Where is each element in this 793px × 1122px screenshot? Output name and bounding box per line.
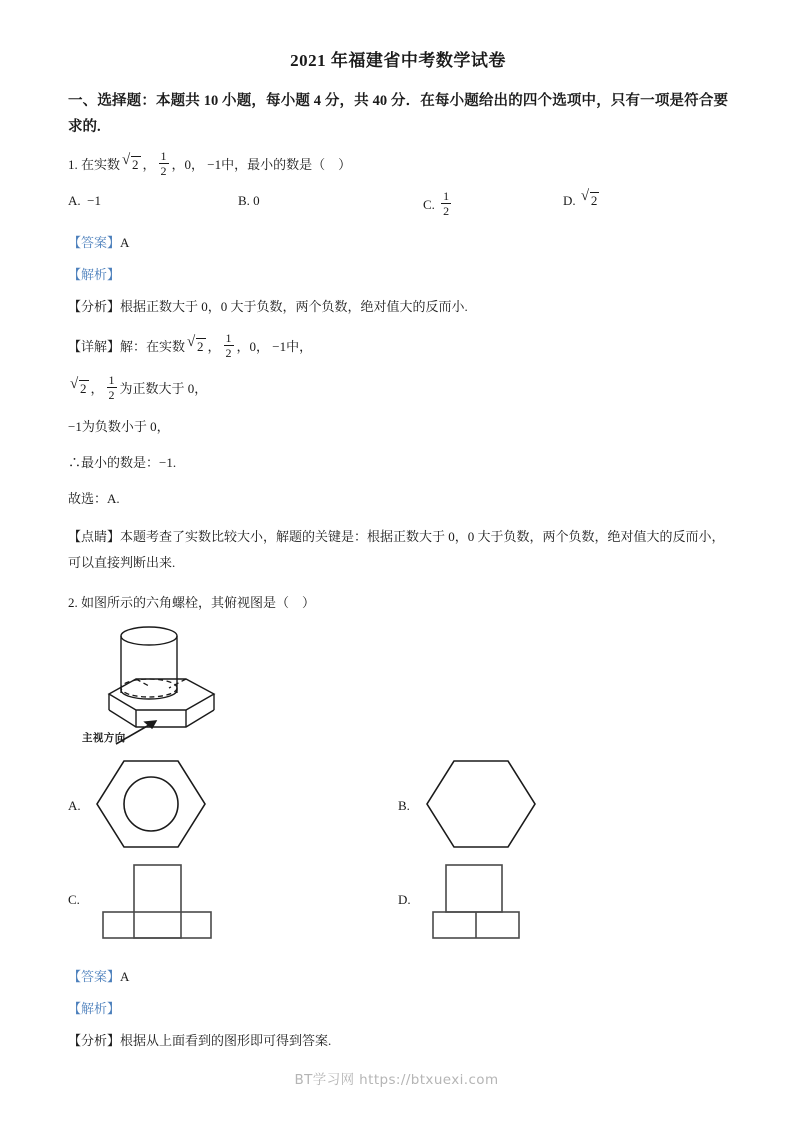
analysis-label: 【解析】: [68, 1000, 121, 1016]
document-content: [68, 48, 728, 1066]
radical-sign-icon: √: [122, 152, 131, 169]
option-b[interactable]: [238, 190, 260, 212]
q2-fenxi: [68, 1030, 728, 1052]
option-c[interactable]: [423, 190, 454, 218]
q1-step-2: √ 2 ， $\frac{1}{2}$ 为正数大于 0，: [70, 372, 208, 403]
sqrt-2-inline: √ 2: [122, 152, 139, 173]
xiangjie-lead: 解：在实数: [120, 339, 186, 355]
q2-stem: 如图所示的六角螺栓，其俯视图是（: [81, 594, 290, 610]
answer-label: 【答案】: [68, 968, 121, 984]
q1-dianjing: [68, 524, 728, 576]
question-2-stem: [68, 592, 728, 614]
sqrt-2-inline: √ 2: [70, 376, 87, 397]
option-c-key: C.: [423, 197, 435, 213]
radical-sign-icon: √: [70, 376, 79, 393]
q2-answer-line: [68, 966, 728, 988]
q1-step-5: 故选：A.: [68, 490, 120, 506]
hidden-hole-ellipse: [121, 679, 177, 697]
q1-analysis-label: [68, 264, 728, 286]
option-b-key: B.: [238, 192, 250, 208]
option-c-key: C.: [68, 891, 80, 907]
q1-step-3: −1为负数小于 0，: [68, 418, 170, 434]
q2-stem-close: ）: [302, 594, 316, 610]
fenxi-label: 【分析】: [68, 1032, 121, 1048]
hexagon-icon: [424, 754, 544, 858]
xiangjie-tail: 中，: [286, 339, 313, 355]
hexagon-with-circle-icon: [94, 754, 214, 858]
footer-watermark: BT学习网 https://btxuexi.com: [294, 1072, 499, 1088]
fraction-one-half: $\frac{1}{2}$: [160, 149, 167, 179]
question-1-options: [68, 187, 728, 224]
q1-number: 1.: [68, 157, 78, 173]
option-d-sqrt: √ 2: [580, 187, 598, 208]
fenxi-text: 根据从上面看到的图形即可得到答案.: [120, 1032, 332, 1048]
q1-xiangjie-line1: 【详解】解：在实数 √ 2 ， $\frac{1}{2}$ ，0， −1中，: [68, 330, 313, 361]
xiangjie-label: 【详解】: [68, 339, 121, 355]
q1-fenxi: [68, 296, 728, 318]
option-d-key: D.: [563, 192, 576, 208]
tshape-through-lines-icon: [94, 862, 224, 948]
tshape-split-base-icon: [424, 862, 554, 948]
answer-value: A: [120, 234, 130, 250]
option-a[interactable]: [68, 190, 101, 212]
q1-stem-suffix: 中，最小的数是（: [221, 157, 326, 173]
fraction-one-half: $\frac{1}{2}$: [108, 372, 115, 403]
answer-value: A: [120, 968, 130, 984]
fraction-one-half: $\frac{1}{2}$: [225, 330, 232, 361]
option-b-key: B.: [398, 797, 410, 813]
option-c-fraction: $\frac{1}{2}$: [443, 188, 450, 219]
q1-answer-line: [68, 232, 728, 254]
analysis-label: 【解析】: [68, 266, 121, 282]
option-d[interactable]: [563, 187, 601, 212]
fenxi-label: 【分析】: [68, 298, 121, 314]
q2-analysis-label: [68, 998, 728, 1020]
fenxi-text: 根据正数大于 0，0 大于负数，两个负数，绝对值大的反而小.: [120, 298, 468, 314]
question-2-options: [68, 754, 728, 964]
sqrt-2-inline: √ 2: [187, 334, 204, 355]
option-d-key: D.: [398, 891, 411, 907]
q1-stem-prefix: 在实数: [81, 157, 121, 173]
page-title: 2021 年福建省中考数学试卷: [290, 51, 506, 70]
dianjing-label: 【点睛】: [68, 528, 121, 544]
option-a-key: A.: [68, 192, 81, 208]
q2-number: 2.: [68, 594, 78, 610]
section-heading: 一、选择题：本题共 10 小题，每小题 4 分，共 40 分．在每小题给出的四个选项中，只有一项是符合要求的.: [68, 93, 728, 135]
q1-step-4: ∴最小的数是：−1.: [68, 454, 177, 470]
q1-stem-close: ）: [338, 157, 352, 173]
option-b-value: 0: [253, 192, 260, 208]
hex-bolt-figure: [74, 620, 284, 750]
dianjing-text: 本题考查了实数比较大小，解题的关键是：根据正数大于 0，0 大于负数，两个负数，绝对值大的反而小，可以直接判断出来.: [68, 528, 725, 570]
option-a-value: −1: [87, 192, 101, 208]
question-1-stem: 1. 在实数 √ 2 ， $\frac{1}{2}$ ，0， −1中，最小的数是（ ）: [68, 149, 352, 179]
radical-sign-icon: √: [580, 187, 590, 204]
radical-sign-icon: √: [187, 334, 196, 351]
front-view-direction-label: 主视方向: [82, 732, 126, 744]
option-a-key: A.: [68, 797, 81, 813]
step2-tail: 为正数大于 0，: [119, 381, 208, 397]
answer-label: 【答案】: [68, 234, 121, 250]
